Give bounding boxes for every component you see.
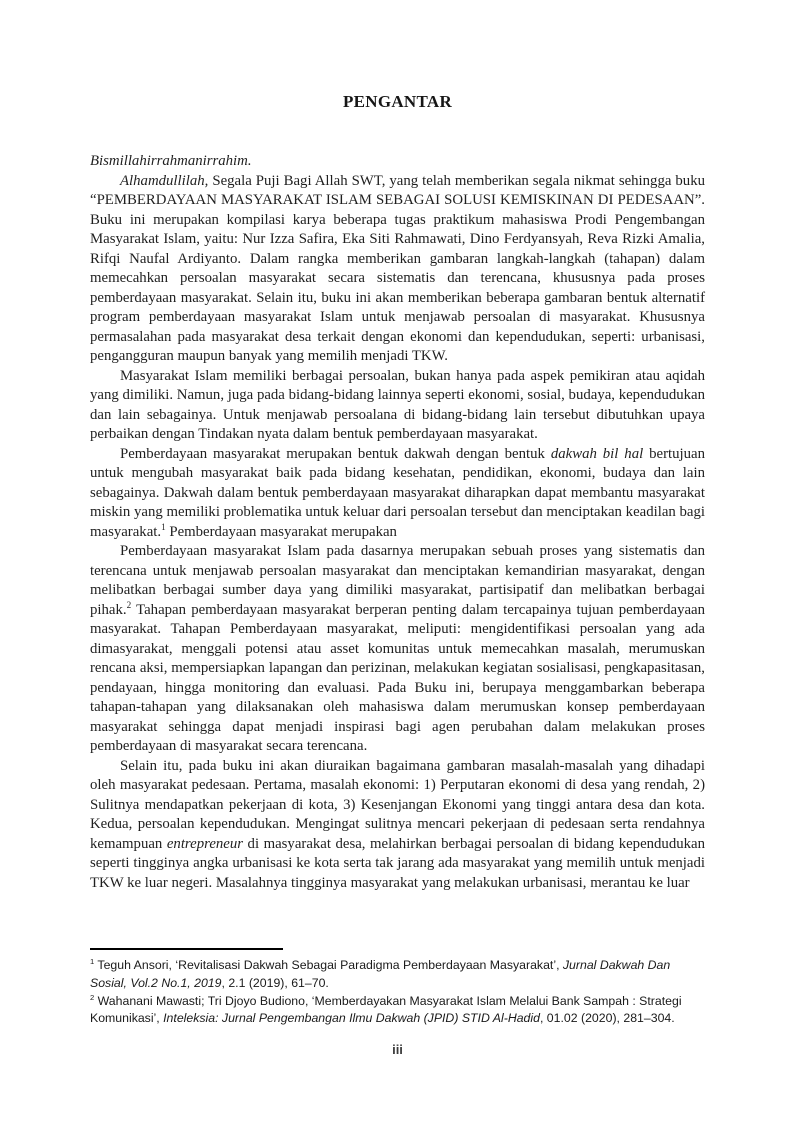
paragraph bbox=[90, 172, 705, 367]
text-run: Pemberdayaan masyarakat Islam pada dasarnya merupakan sebuah proses yang sistematis dan terencana untuk menjawab persoalan masyarakat dan menciptakan kemandirian masyarakat, dengan melibatkan berbagai sumber daya yang dimiliki masyarakat, partisipatif dan melibatkan berbagai pihak. bbox=[90, 543, 705, 618]
document-page bbox=[90, 0, 705, 1122]
body-text bbox=[90, 152, 705, 893]
italic-text: dakwah bil hal bbox=[550, 445, 644, 462]
text-run: Teguh Ansori, ‘Revitalisasi Dakwah Sebagai Paradigma Pemberdayaan Masyarakat’, bbox=[94, 958, 563, 972]
footnote-marker: 1 bbox=[161, 521, 166, 532]
italic-text: entrepreneur bbox=[166, 835, 244, 852]
text-run: Pemberdayaan masyarakat merupakan bentuk dakwah dengan bentuk bbox=[120, 445, 551, 462]
footnote-list bbox=[90, 957, 705, 1028]
footnote-marker: 2 bbox=[126, 599, 132, 610]
footnote-separator bbox=[90, 948, 283, 950]
text-run: , 2.1 (2019), 61–70. bbox=[221, 975, 329, 990]
text-run: Pemberdayaan masyarakat merupakan bbox=[165, 523, 397, 540]
italic-text: Inteleksia: Jurnal Pengembangan Ilmu Dakwah (JPID) STID Al-Hadid bbox=[163, 1011, 540, 1026]
text-run: Selain itu, pada buku ini akan diuraikan bagaimana gambaran masalah-masalah yang dihadapi oleh masyarakat pedesaan. Pertama, masalah ekonomi: 1) Perputaran ekonomi di desa yang rendah, 2) Sulitnya mendapatkan pekerjaan di kota, 3) Kesenjangan Ekonomi yang tinggi antara desa dan kota. Kedua, persoalan kependudukan. Mengingat sulitnya mencari pekerjaan di pedesaan serta rendahnya kemampuan bbox=[90, 757, 705, 852]
page-title: PENGANTAR bbox=[342, 92, 453, 111]
paragraphs-container bbox=[90, 172, 705, 894]
opening-line: Bismillahirrahmanirrahim. bbox=[90, 153, 252, 169]
text-run: di masyarakat desa, melahirkan berbagai persoalan di bidang kependudukan seperti tingginya angka urbanisasi ke kota serta tak jarang ada masyarakat yang memilih untuk menjadi TKW ke luar negeri. Masalahnya tingginya masyarakat yang melakukan urbanisasi, merantau ke luar bbox=[90, 835, 705, 891]
footnote-marker: 1 bbox=[90, 956, 95, 966]
footnote-item bbox=[90, 993, 705, 1029]
paragraph bbox=[90, 367, 705, 445]
text-run: bertujuan untuk mengubah masyarakat baik pada bidang kesehatan, pendidikan, ekonomi, budaya dan lain sebagainya. Dakwah dalam bentuk pemberdayaan masyarakat diharapkan dapat membantu masyarakat miskin yang memiliki problematika untuk keluar dari persoalan tersebut dan menciptakan keadilan bagi masyarakat. bbox=[90, 445, 706, 540]
text-run: Segala Puji Bagi Allah SWT, yang telah memberikan segala nikmat sehingga buku “PEMBERDAYAAN MASYARAKAT ISLAM SEBAGAI SOLUSI KEMISKINAN DI PEDESAAN”. Buku ini merupakan kompilasi karya beberapa tugas praktikum mahasiswa Prodi Pengembangan Masyarakat Islam, yaitu: Nur Izza Safira, Eka Siti Rahmawati, Dino Ferdyansyah, Reva Rizki Amalia, Rifqi Naufal Ardiyanto. Dalam rangka memberikan gambaran langkah-langkah (tahapan) dalam memecahkan persoalan masyarakat secara sistematis dan terencana, khususnya pada proses pemberdayaan masyarakat. Selain itu, buku ini akan memberikan beberapa gambaran bentuk alternatif program pemberdayaan masyarakat Islam untuk menjawab persoalan di masyarakat. Khususnya permasalahan pada masyarakat desa terkait dengan ekonomi dan kependudukan, seperti: urbanisasi, pengangguran maupun banyak yang memilih menjadi TKW. bbox=[90, 172, 705, 364]
footnote-area bbox=[90, 948, 705, 1057]
text-run: , 01.02 (2020), 281–304. bbox=[539, 1011, 675, 1026]
text-run: Tahapan pemberdayaan masyarakat berperan penting dalam tercapainya tujuan pemberdayaan masyarakat. Tahapan Pemberdayaan masyarakat, meliputi: mengidentifikasi persoalan yang ada dimasyarakat, menggali potensi atau asset komunitas untuk memecahkan masalah, merumuskan rencana aksi, mempersiapkan lapangan dan perizinan, melakukan kegiatan sosialisasi, pengkapasitasan, pendayaan, hingga monitoring dan evaluasi. Pada Buku ini, berupaya menggambarkan beberapa tahapan-tahapan yang dilaksanakan oleh mahasiswa dalam merumuskan konsep pemberdayaan masyarakat sehingga dapat menjadi inspirasi bagi agen perubahan dalam melakukan proses pemberdayaan di masyarakat secara terencana. bbox=[90, 601, 705, 754]
text-run: Masyarakat Islam memiliki berbagai persoalan, bukan hanya pada aspek pemikiran atau aqidah yang dimiliki. Namun, juga pada bidang-bidang lainnya seperti ekonomi, sosial, budaya, kependudukan dan lain sebagainya. Untuk menjawab persoalana di bidang-bidang lain tersebut dibutuhkan upaya perbaikan dengan Tindakan nyata dalam bentuk pemberdayaan masyarakat. bbox=[90, 367, 705, 442]
italic-text: Alhamdullilah, bbox=[120, 172, 209, 189]
page-number: iii bbox=[392, 1042, 403, 1058]
italic-text: Jurnal Dakwah Dan Sosial, Vol.2 No.1, 2019 bbox=[90, 958, 671, 990]
paragraph bbox=[90, 542, 705, 757]
paragraph bbox=[90, 445, 705, 543]
footnote-marker: 2 bbox=[90, 992, 95, 1002]
paragraph bbox=[90, 757, 705, 894]
footnote-item bbox=[90, 957, 705, 993]
text-run: Wahanani Mawasti; Tri Djoyo Budiono, ‘Memberdayakan Masyarakat Islam Melalui Bank Sampah : Strategi Komunikasi’, bbox=[90, 993, 682, 1026]
